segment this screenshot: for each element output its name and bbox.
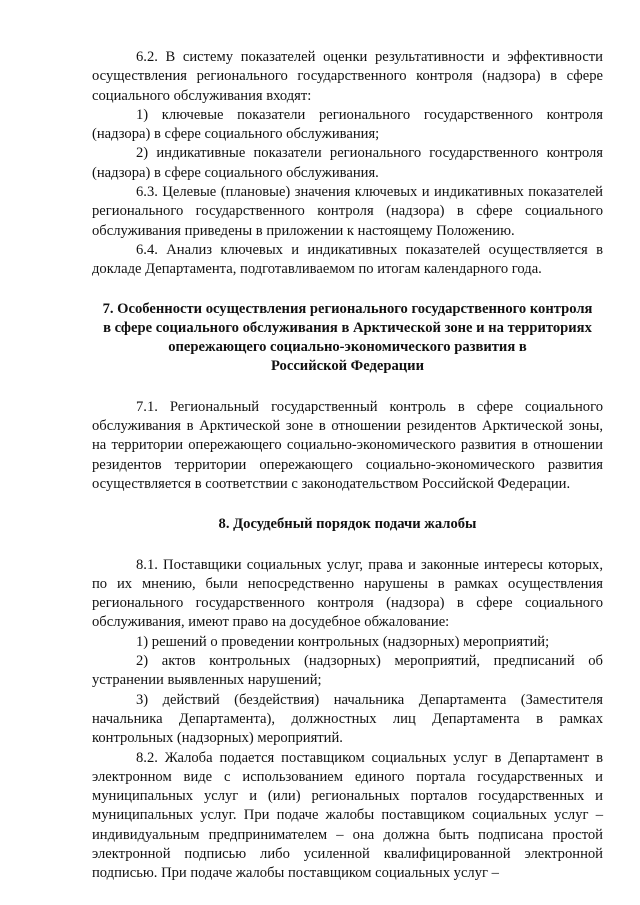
paragraph-6-2-item-2: 2) индикативные показатели регионального государственного контроля (надзора) в сфере социального обслуживания. <box>92 145 603 181</box>
section-gap <box>92 494 603 515</box>
paragraph-6-4: 6.4. Анализ ключевых и индикативных показателей осуществляется в докладе Департамента, подготавливаемом по итогам календарного года. <box>92 241 603 278</box>
paragraph-8-1-item-2: 2) актов контрольных (надзорных) мероприятий, предписаний об устранении выявленных нарушений; <box>92 653 603 689</box>
section-gap <box>92 535 603 556</box>
paragraph-8-1-item-1: 1) решений о проведении контрольных (надзорных) мероприятий; <box>136 633 550 650</box>
section-7-heading-line-1: 7. Особенности осуществления регионального государственного контроля <box>102 300 593 317</box>
paragraph-6-2-item-1: 1) ключевые показатели регионального государственного контроля (надзора) в сфере социального обслуживания; <box>92 106 603 143</box>
section-7-heading <box>92 300 603 377</box>
section-gap <box>92 280 603 300</box>
paragraph-6-2: 6.2. В систему показателей оценки результативности и эффективности осуществления регионального государственного контроля (надзора) в сфере социального обслуживания входят: <box>92 49 603 104</box>
section-7-heading-line-2: в сфере социального обслуживания в Арктической зоне и на территориях <box>103 319 592 336</box>
section-7-heading-line-4: Российской Федерации <box>271 358 424 375</box>
section-8-heading: 8. Досудебный порядок подачи жалобы <box>218 516 477 533</box>
paragraph-8-1-item-3: 3) действий (бездействия) начальника Департамента (Заместителя начальника Департамента), должностных лиц Департамента в рамках контрольных (надзорных) мероприятий. <box>92 691 603 747</box>
document-body <box>92 48 603 884</box>
paragraph-8-1: 8.1. Поставщики социальных услуг, права и законные интересы которых, по их мнению, были непосредственно нарушены в рамках осуществления регионального государственного контроля (надзора) в сфере социального обслуживания, имеют право на досудебное обжалование: <box>92 556 603 631</box>
section-gap <box>92 377 603 398</box>
paragraph-7-1: 7.1. Региональный государственный контроль в сфере социального обслуживания в Арктической зоне в отношении резидентов Арктической зоны, на территории опережающего социально-экономического развития в отношении резидентов территории опережающего социально-экономического развития осуществляется в соответствии с законодательством Российской Федерации. <box>92 398 603 492</box>
paragraph-8-2: 8.2. Жалоба подается поставщиком социальных услуг в Департамент в электронном виде с использованием единого портала государственных и муниципальных услуг и (или) региональных порталов государственных и муниципальных услуг. При подаче жалобы поставщиком социальных услуг – индивидуальным предпринимателем – она должна быть подписана простой электронной подписью либо усиленной квалифицированной электронной подписью. При подаче жалобы поставщиком социальных услуг – <box>92 749 603 882</box>
section-7-heading-line-3: опережающего социально-экономического развития в <box>168 339 527 356</box>
paragraph-6-3: 6.3. Целевые (плановые) значения ключевых и индикативных показателей регионального государственного контроля (надзора) в сфере социального обслуживания приведены в приложении к настоящему Положению. <box>92 184 603 239</box>
